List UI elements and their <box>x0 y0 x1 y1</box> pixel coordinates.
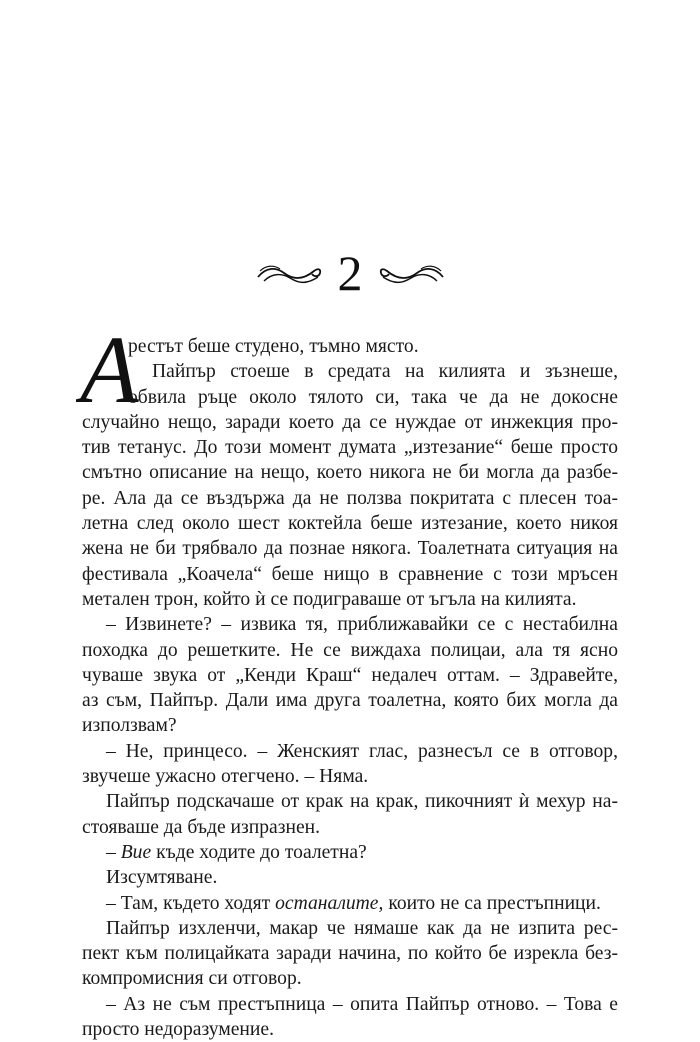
text-line: ре. Ала да се въздържа да не ползва покритата с плесен тоа- <box>82 487 618 509</box>
text-line: – Аз не съм престъпница – опита Пайпър отново. – Това е <box>106 993 618 1015</box>
text-line: жена не би трябвало да познае някога. Тоалетната ситуация на <box>82 538 618 560</box>
text-line: Пайпър изхленчи, макар че нямаше как да не изпита рес- <box>106 917 618 939</box>
text-line: Пайпър подскачаше от крак на крак, пикочният ѝ мехур на- <box>106 791 618 813</box>
text-line: походка до решетките. Не се виждаха полицаи, ала тя ясно <box>82 639 618 661</box>
text-fragment: които не са престъпници. <box>383 892 601 914</box>
italic-word: Вие <box>120 841 152 863</box>
text-line <box>82 840 618 865</box>
text-line: използвам? <box>82 715 177 737</box>
text-line: летна след около шест коктейла беше изтезание, което никоя <box>82 513 618 535</box>
text-line: пект към полицайката заради начина, по който бе изрекла без- <box>82 943 618 965</box>
text-line: рестът беше студено, тъмно място. <box>128 336 419 357</box>
text-fragment: – <box>106 841 121 863</box>
drop-cap-letter <box>76 328 156 414</box>
svg-text:А: А <box>80 328 139 414</box>
text-fragment: къде ходите до тоалетна? <box>151 841 367 863</box>
text-line: чуваше звука от „Кенди Краш“ недалеч оттам. – Здравейте, <box>82 664 618 686</box>
left-flourish-icon <box>254 259 324 287</box>
text-line: смътно описание на нещо, което никога не би могла да разбе- <box>82 462 618 484</box>
text-line: тив тетанус. До този момент думата „изтезание“ беше просто <box>82 437 618 459</box>
right-flourish-icon <box>377 259 447 287</box>
chapter-number: 2 <box>337 245 363 301</box>
chapter-body <box>80 328 618 1042</box>
text-line: случайно нещо, заради което да се нуждае от инжекция про- <box>82 411 618 433</box>
text-line: Изсумтяване. <box>106 867 218 889</box>
chapter-heading <box>0 238 700 308</box>
text-line <box>82 891 618 916</box>
text-line: фестивала „Коачела“ беше нищо в сравнение с този мръсен <box>82 563 618 585</box>
text-line: аз съм, Пайпър. Дали има друга тоалетна, която бих могла да <box>82 690 618 712</box>
text-line: метален трон, който ѝ се подиграваше от ъгъла на килията. <box>82 588 577 610</box>
text-line: Пайпър стоеше в средата на килията и зъзнеше, <box>152 361 618 383</box>
text-fragment: – Там, където ходят <box>106 892 276 914</box>
opening-paragraph <box>80 328 618 612</box>
text-line: просто недоразумение. <box>82 1019 274 1041</box>
text-line: компромисния си отговор. <box>82 968 302 990</box>
text-line: звучеше ужасно отегчено. – Няма. <box>82 766 369 788</box>
text-line: – Извинете? – извика тя, приближавайки се с нестабилна <box>106 614 618 636</box>
text-line: обвила ръце около тялото си, така че да не докосне <box>128 386 618 408</box>
text-line: – Не, принцесо. – Женският глас, разнесъл се в отговор, <box>106 740 618 762</box>
text-line: стояваше да бъде изпразнен. <box>82 816 321 838</box>
italic-word: останалите, <box>275 892 384 914</box>
